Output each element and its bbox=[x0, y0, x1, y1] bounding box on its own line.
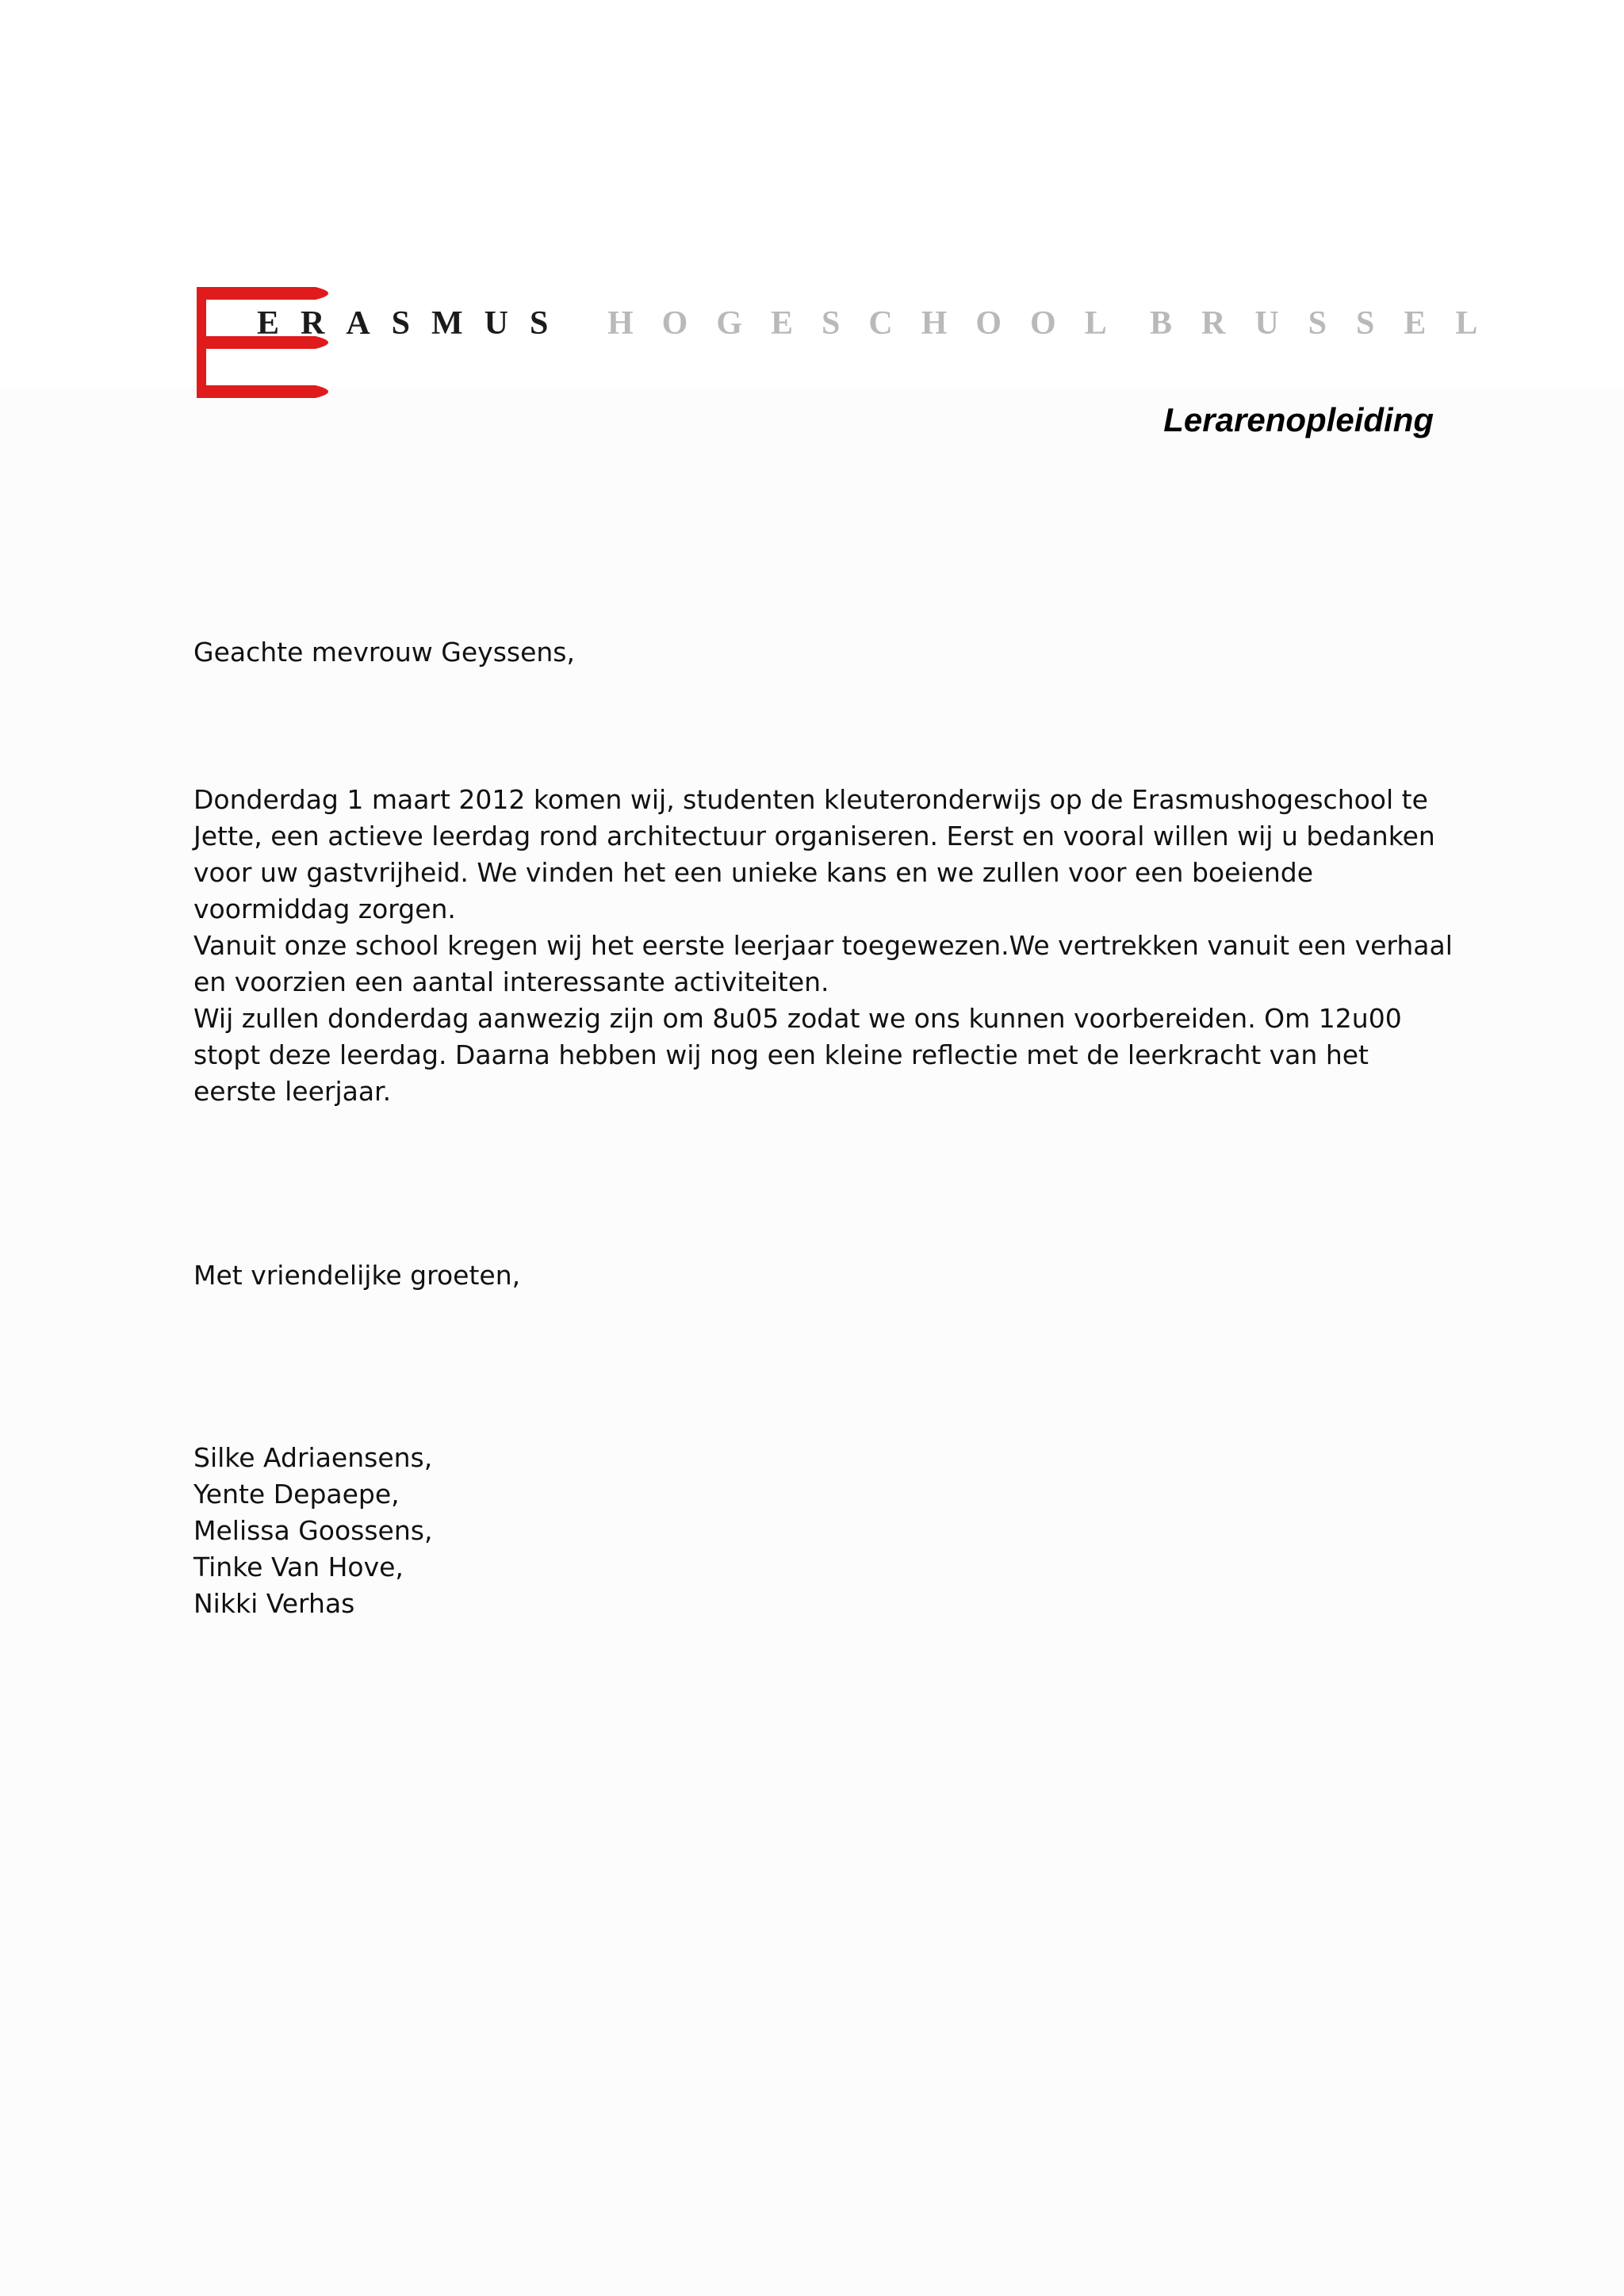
logo-erasmus-text: ERASMUS bbox=[257, 305, 570, 342]
signatory-name: Melissa Goossens, bbox=[193, 1515, 433, 1546]
salutation-text: Geachte mevrouw Geyssens, bbox=[193, 637, 575, 668]
page-background bbox=[0, 388, 1624, 2296]
paragraph-2-line-1: Vanuit onze school kregen wij het eerste leerjaar toegewezen.We vertrekken vanuit een verhaal en voorzien een aantal interessante activiteiten. bbox=[193, 930, 1453, 997]
logo-brussel-text: BRUSSEL bbox=[1150, 305, 1507, 342]
signatory-name: Nikki Verhas bbox=[193, 1588, 355, 1619]
body-paragraph-2 bbox=[193, 928, 1454, 1110]
paragraph-1-text: Donderdag 1 maart 2012 komen wij, studenten kleuteronderwijs op de Erasmushogeschool te Jette, een actieve leerdag rond architectuur organiseren. Eerst en vooral willen wij u bedanken voor uw gastvrijheid. We vinden het een unieke kans en we zullen voor een boeiende voormiddag zorgen. bbox=[193, 784, 1435, 924]
signature-block bbox=[193, 1440, 1454, 1622]
signatory-name: Tinke Van Hove, bbox=[193, 1552, 404, 1582]
closing bbox=[193, 1257, 1454, 1294]
closing-text: Met vriendelijke groeten, bbox=[193, 1260, 521, 1291]
paragraph-2-line-2: Wij zullen donderdag aanwezig zijn om 8u05 zodat we ons kunnen voorbereiden. Om 12u00 stopt deze leerdag. Daarna hebben wij nog een kleine reflectie met de leerkracht van het eerste leerjaar. bbox=[193, 1003, 1402, 1107]
salutation bbox=[193, 634, 1454, 671]
department-title: Lerarenopleiding bbox=[1163, 401, 1434, 438]
signatory-name: Yente Depaepe, bbox=[193, 1479, 400, 1510]
body-paragraph-1 bbox=[193, 782, 1454, 928]
letterhead bbox=[197, 282, 1507, 409]
signatory-name: Silke Adriaensens, bbox=[193, 1442, 433, 1473]
logo-hogeschool-text: HOGESCHOOL bbox=[607, 305, 1136, 342]
